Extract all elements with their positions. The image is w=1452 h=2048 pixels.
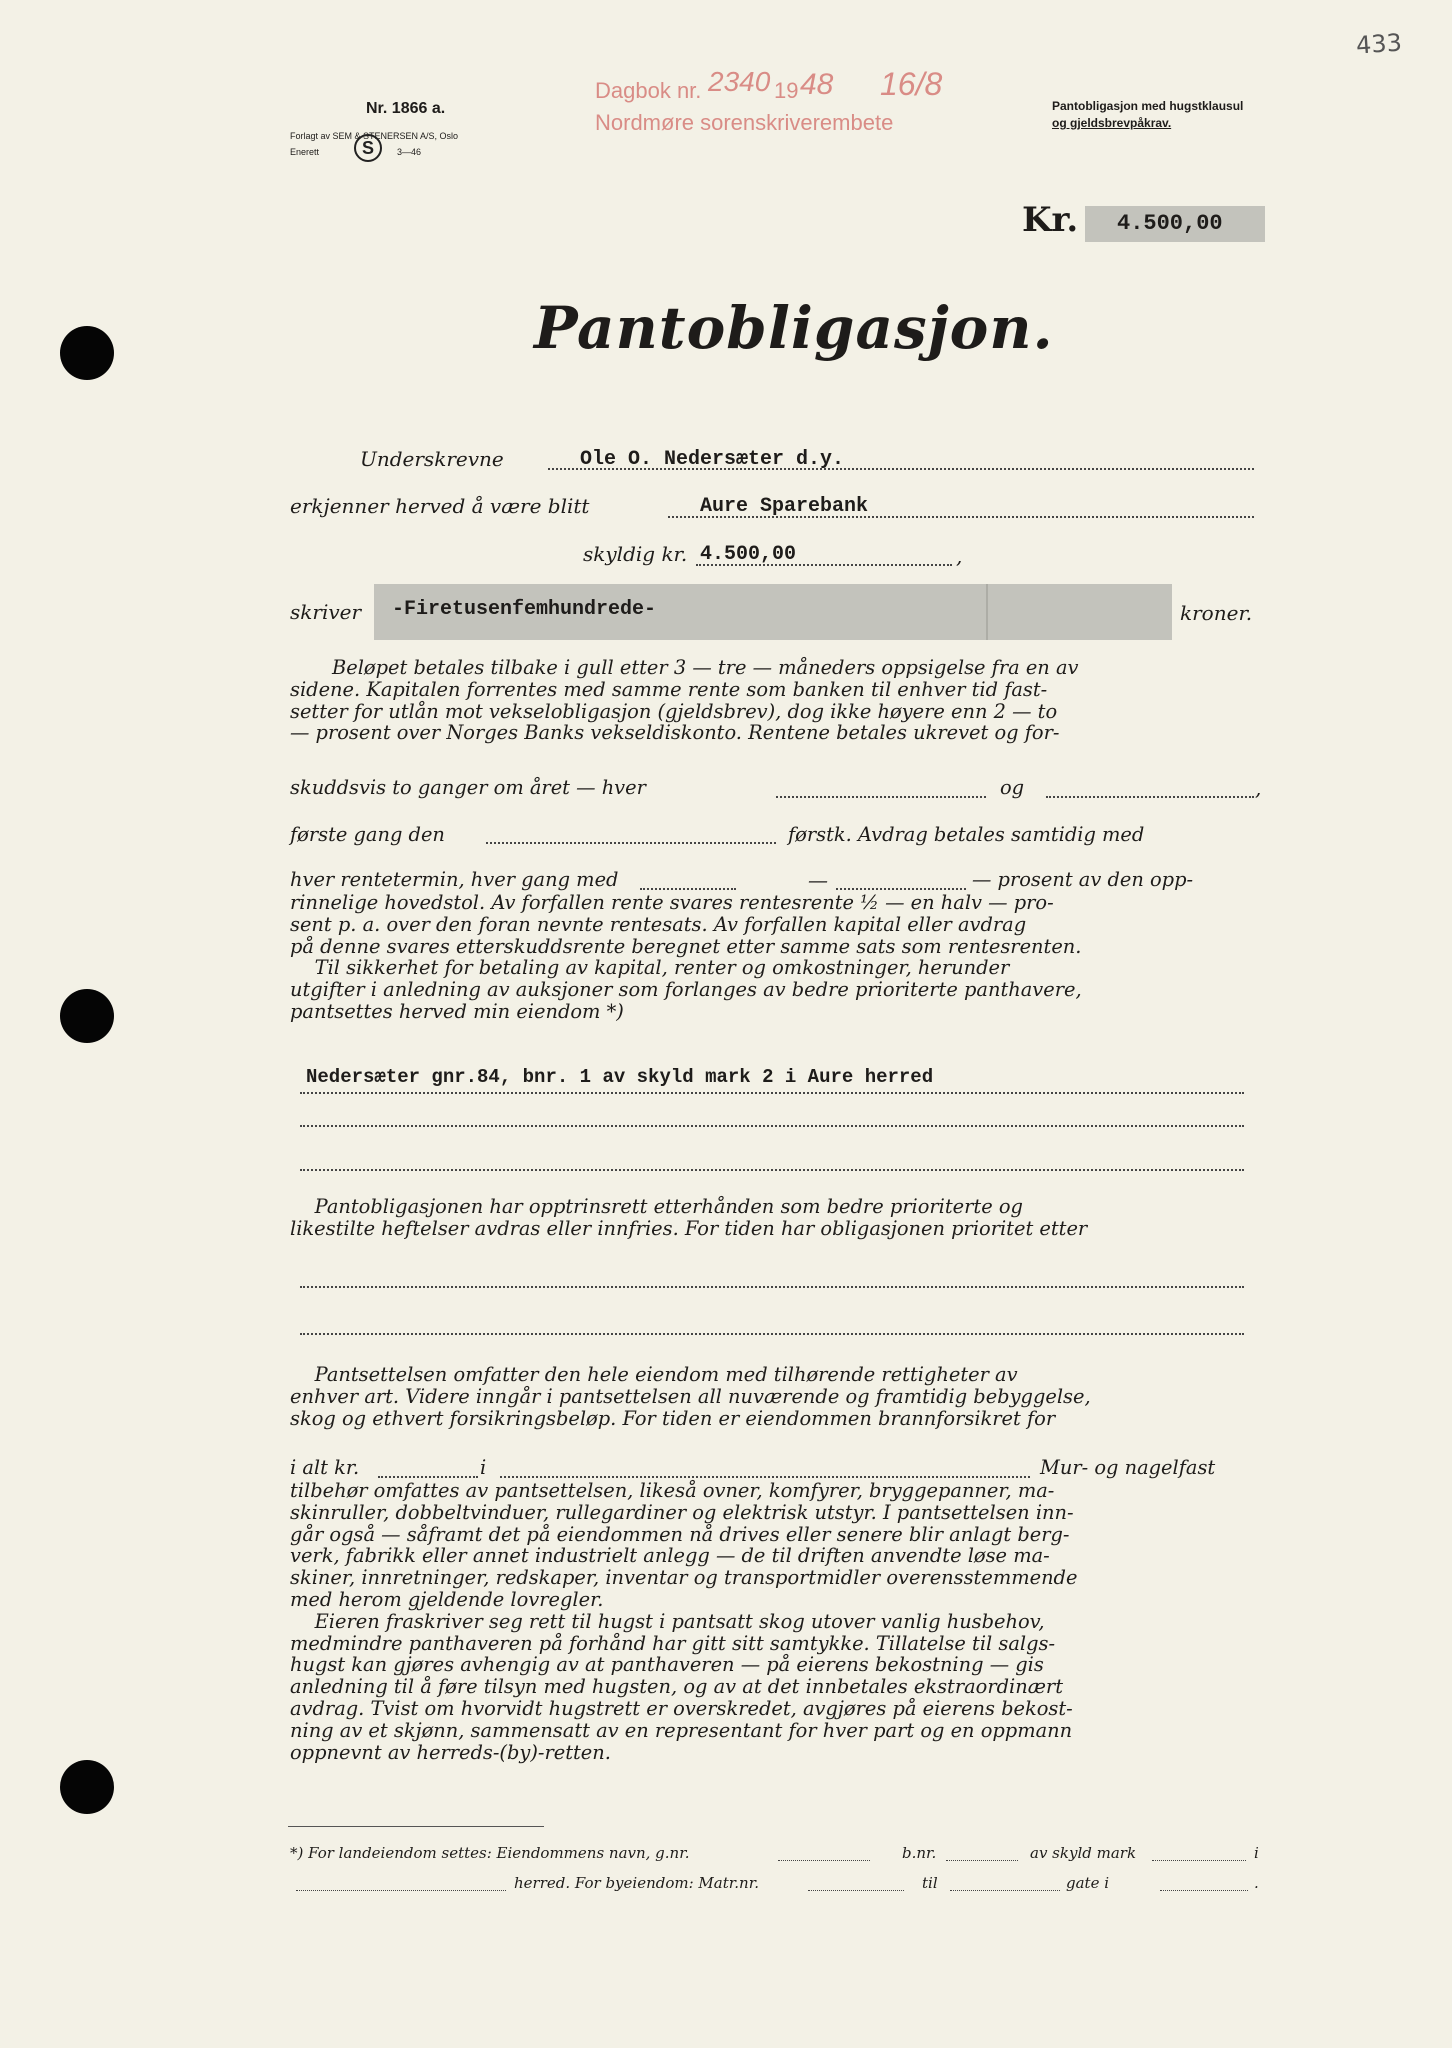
- second-term-line: [1046, 796, 1254, 798]
- publisher-line: Forlagt av SEM & STENERSEN A/S, Oslo: [290, 131, 459, 141]
- terms-line-5b: og: [1000, 776, 1025, 799]
- property-line-2: [300, 1125, 1244, 1127]
- priority-line-1: Pantobligasjonen har opptrinsrett etterhånden som bedre prioriterte og: [290, 1195, 1023, 1218]
- footnote-gnr-line: [778, 1860, 870, 1861]
- coverage-line-4b: i: [480, 1456, 487, 1479]
- coverage-paragraph: [290, 1364, 1256, 1429]
- footnote-line-1d: i: [1254, 1844, 1259, 1862]
- fixtures-line-12: ning av et skjønn, sammensatt av en representant for hver part og en oppmann: [290, 1718, 1073, 1742]
- publisher-code: 3—46: [397, 147, 422, 157]
- security-line-2: sent p. a. over den foran nevnte rentesats. Av forfallen kapital eller avdrag: [290, 912, 1027, 936]
- priority-paragraph: [290, 1196, 1256, 1240]
- form-kind-line2: og gjeldsbrevpåkrav.: [1052, 116, 1172, 130]
- percent-line-a: [640, 888, 736, 890]
- terms-line-7a: hver rentetermin, hver gang med: [290, 868, 619, 891]
- insurance-amount-line: [378, 1476, 478, 1478]
- page-number: 433: [1355, 28, 1403, 60]
- coverage-line-4a: i alt kr.: [290, 1456, 360, 1479]
- security-paragraph: [290, 892, 1256, 1023]
- stamp-handwritten-number: 2340: [708, 66, 771, 97]
- fixtures-line-4: verk, fabrikk eller annet industrielt anlegg — de til driften anvendte løse ma-: [290, 1544, 1050, 1568]
- owed-to-label: erkjenner herved å være blitt: [290, 494, 590, 518]
- form-kind: [1052, 98, 1282, 132]
- percent-line-b: [836, 888, 966, 890]
- property-line-3: [300, 1169, 1244, 1171]
- owes-comma: ,: [956, 544, 963, 568]
- coverage-line-2: enhver art. Videre inngår i pantsettelsen all nuværende og framtidig bebyggelse,: [290, 1384, 1091, 1408]
- fixtures-paragraph: [290, 1480, 1256, 1763]
- security-line-4: Til sikkerhet for betaling av kapital, renter og omkostninger, herunder: [290, 956, 1010, 980]
- footnote-matr-line: [808, 1890, 904, 1891]
- property-line-1: [300, 1092, 1244, 1094]
- security-line-3: på denne svares etterskuddsrente beregnet etter samme sats som rentesrenten.: [290, 934, 1082, 958]
- undersigned-value: Ole O. Nedersæter d.y.: [580, 448, 845, 471]
- priority-line-2: likestilte heftelser avdras eller innfries. For tiden har obligasjonen prioritet etter: [290, 1216, 1088, 1240]
- priority-line-a: [300, 1286, 1244, 1288]
- writes-value: -Firetusenfemhundrede-: [392, 598, 657, 621]
- undersigned-label: Underskrevne: [360, 447, 504, 471]
- coverage-line-3: skog og ethvert forsikringsbeløp. For tiden er eiendommen brannforsikret for: [290, 1406, 1056, 1430]
- stamp-label: Dagbok nr.: [595, 78, 702, 103]
- first-term-line: [776, 796, 986, 798]
- owed-to-value: Aure Sparebank: [700, 495, 869, 518]
- writes-field-divider: [986, 584, 988, 640]
- terms-line-1: Beløpet betales tilbake i gull etter 3 — tre — måneders oppsigelse fra en av: [332, 656, 1079, 679]
- binder-hole-middle: [60, 989, 114, 1043]
- terms-line-5a: skuddsvis to ganger om året — hver: [290, 776, 646, 799]
- publisher-logo-icon: [353, 133, 383, 163]
- terms-line-3: setter for utlån mot vekselobligasjon (gjeldsbrev), dog ikke høyere enn 2 — to: [290, 699, 1058, 723]
- svg-text:S: S: [361, 138, 375, 158]
- footnote-mark-line: [1152, 1860, 1246, 1861]
- fixtures-line-3: går også — såframt det på eiendommen nå drives eller senere blir anlagt berg-: [290, 1522, 1070, 1546]
- security-line-6: pantsettes herved min eiendom *): [290, 999, 624, 1023]
- owes-value: 4.500,00: [700, 543, 797, 566]
- security-line-5: utgifter i anledning av auksjoner som forlanges av bedre prioriterte panthavere,: [290, 978, 1082, 1002]
- footnote-gate-line: [1160, 1890, 1248, 1891]
- footnote-line-2c: gate i: [1066, 1874, 1110, 1892]
- footnote-line-1b: b.nr.: [902, 1844, 937, 1862]
- fixtures-line-2: skinruller, dobbeltvinduer, rullegardiner og elektrisk utstyr. I pantsettelsen inn-: [290, 1500, 1074, 1524]
- form-kind-line1: Pantobligasjon med hugstklausul: [1052, 99, 1244, 113]
- fixtures-line-13: oppnevnt av herreds-(by)-retten.: [290, 1740, 611, 1764]
- amount-value: 4.500,00: [1085, 206, 1265, 242]
- fixtures-line-8: medmindre panthaveren på forhånd har gitt sitt samtykke. Tillatelse til salgs-: [290, 1631, 1056, 1655]
- amount-label: Kr.: [1022, 200, 1079, 240]
- first-date-line: [486, 842, 776, 844]
- security-line-1: rinnelige hovedstol. Av forfallen rente svares rentesrente ½ — en halv — pro-: [290, 891, 1054, 914]
- fixtures-line-7: Eieren fraskriver seg rett til hugst i pantsatt skog utover vanlig husbehov,: [290, 1609, 1045, 1633]
- priority-line-b: [300, 1333, 1244, 1335]
- fixtures-line-9: hugst kan gjøres avhengig av at panthaveren — på eierens bekostning — gis: [290, 1653, 1044, 1677]
- terms-line-6b: førstk. Avdrag betales samtidig med: [788, 823, 1145, 846]
- kroner-label: kroner.: [1180, 601, 1253, 625]
- footnote-line-2a: herred. For byeiendom: Matr.nr.: [514, 1874, 759, 1892]
- footnote-rule: [288, 1826, 544, 1827]
- terms-line-2: sidene. Kapitalen forrentes med samme rente som banken til enhver tid fast-: [290, 677, 1048, 701]
- stamp-year-prefix: 19: [774, 78, 799, 103]
- fixtures-line-6: med herom gjeldende lovregler.: [290, 1587, 604, 1611]
- terms-paragraph: [290, 657, 1256, 744]
- stamp-date: 16/8: [880, 66, 943, 102]
- footnote-herred-line: [296, 1890, 506, 1891]
- footnote-line-2b: til: [922, 1874, 938, 1892]
- fixtures-line-1: tilbehør omfattes av pantsettelsen, likeså ovner, komfyrer, bryggepanner, ma-: [290, 1479, 1055, 1502]
- property-value: Nedersæter gnr.84, bnr. 1 av skyld mark 2 i Aure herred: [306, 1066, 934, 1088]
- owes-label: skyldig kr.: [583, 542, 688, 566]
- terms-line-5c: ,: [1255, 776, 1262, 800]
- terms-line-6a: første gang den: [290, 823, 445, 846]
- footnote-line-1c: av skyld mark: [1030, 1844, 1137, 1862]
- coverage-line-4c: Mur- og nagelfast: [1040, 1456, 1216, 1479]
- writes-label: skriver: [290, 600, 362, 624]
- journal-stamp: [595, 76, 701, 106]
- form-number: Nr. 1866 a.: [366, 100, 446, 117]
- footnote-line-1a: *) For landeiendom settes: Eiendommens navn, g.nr.: [290, 1844, 690, 1862]
- terms-line-7c: — prosent av den opp-: [972, 868, 1194, 891]
- fixtures-line-10: anledning til å føre tilsyn med hugsten, og av at det innbetales ekstraordinært: [290, 1675, 1063, 1699]
- fixtures-line-5: skiner, innretninger, redskaper, inventar og transportmidler overensstemmende: [290, 1566, 1078, 1590]
- coverage-line-1: Pantsettelsen omfatter den hele eiendom med tilhørende rettigheter av: [290, 1363, 1018, 1386]
- publisher-enerett: Enerett: [290, 147, 320, 157]
- terms-line-4: — prosent over Norges Banks vekseldiskonto. Rentene betales ukrevet og for-: [290, 721, 1060, 745]
- binder-hole-bottom: [60, 1760, 114, 1814]
- stamp-office: Nordmøre sorenskriverembete: [595, 110, 894, 135]
- footnote-bnr-line: [946, 1860, 1018, 1861]
- document-title: Pantobligasjon.: [534, 294, 1054, 362]
- terms-line-7b: —: [808, 868, 828, 892]
- stamp-year-suffix: 48: [800, 68, 834, 101]
- footnote-line-2d: .: [1254, 1874, 1259, 1892]
- binder-hole-top: [60, 326, 114, 380]
- fixtures-line-11: avdrag. Tvist om hvorvidt hugstrett er overskredet, avgjøres på eierens bekost-: [290, 1696, 1073, 1720]
- insurance-company-line: [500, 1476, 1030, 1478]
- footnote-til-line: [950, 1890, 1060, 1891]
